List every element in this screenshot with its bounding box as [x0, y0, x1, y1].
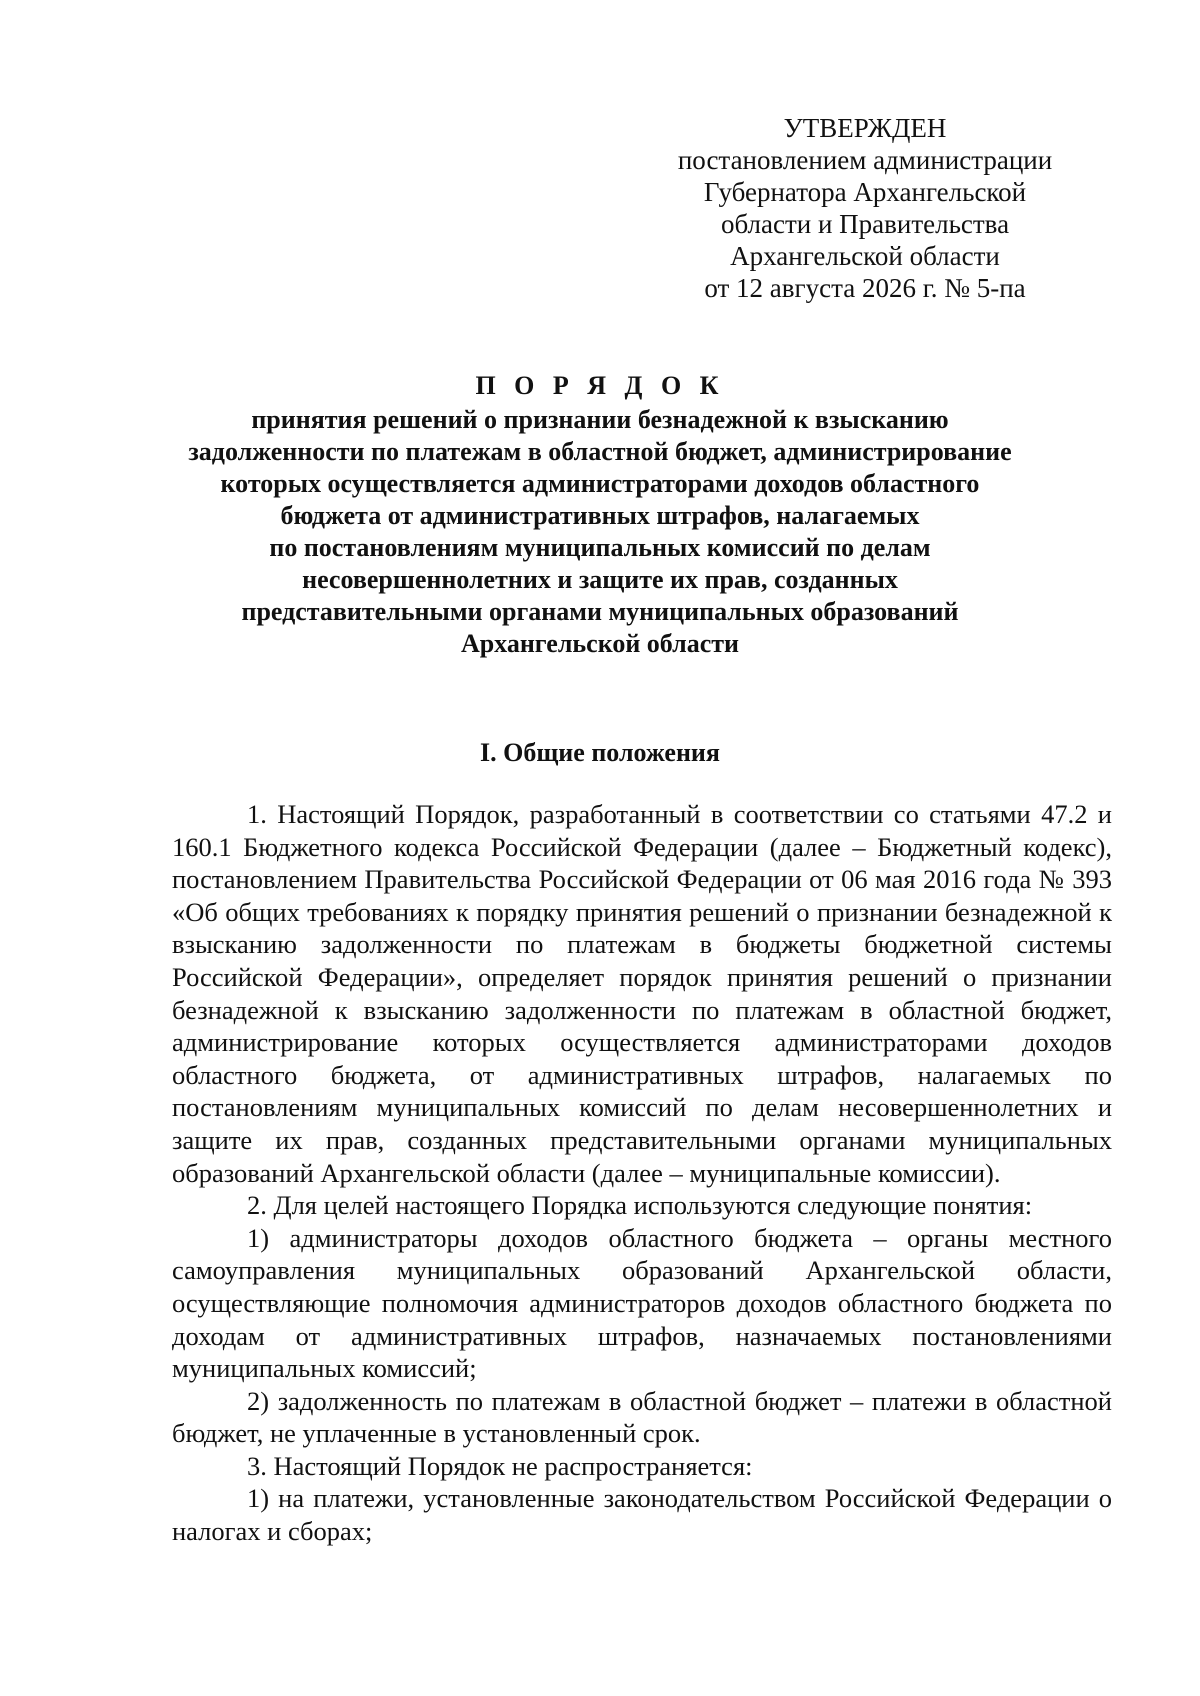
approval-line: постановлением администрации — [677, 145, 1053, 175]
title-line: Архангельской области — [460, 629, 740, 658]
paragraph: 1. Настоящий Порядок, разработанный в соответствии со статьями 47.2 и 160.1 Бюджетного кодекса Российской Федерации (далее – Бюджетный кодекс), постановлением Правительства Российской Федерации от 06 мая 2016 года № 393 «Об общих требованиях к порядку принятия решений о признании безнадежной к взысканию задолженности по платежам в бюджеты бюджетной системы Российской Федерации», определяет порядок принятия решений о признании безнадежной к взысканию задолженности по платежам в областной бюджет, администрирование которых осуществляется администраторами доходов областного бюджета, от административных штрафов, налагаемых по постановлениям муниципальных комиссий по делам несовершеннолетних и защите их прав, созданных представительными органами муниципальных образований Архангельской области (далее – муниципальные комиссии). — [172, 799, 1112, 1188]
title-line: по постановлениям муниципальных комиссий по делам — [269, 533, 931, 562]
title-word: П О Р Я Д О К — [475, 371, 725, 400]
title-line: которых осуществляется администраторами доходов областного — [220, 469, 980, 498]
paragraph: 1) администраторы доходов областного бюджета – органы местного самоуправления муниципальных образований Архангельской области, осуществляющие полномочия администраторов доходов областного бюджета по доходам от административных штрафов, назначаемых постановлениями муниципальных комиссий; — [172, 1222, 1112, 1384]
document-body — [172, 798, 1112, 1548]
approval-block — [640, 112, 1090, 304]
title-line: задолженности по платежам в областной бюджет, администрирование — [188, 437, 1012, 466]
title-line: несовершеннолетних и защите их прав, созданных — [302, 565, 898, 594]
approval-line: области и Правительства — [720, 209, 1010, 239]
approval-date-line: от 12 августа 2026 г. № 5-па — [704, 273, 1026, 303]
paragraph: 2. Для целей настоящего Порядка используются следующие понятия: — [247, 1190, 1033, 1221]
document-title — [150, 370, 1050, 660]
paragraph: 1) на платежи, установленные законодательством Российской Федерации о налогах и сборах; — [172, 1483, 1112, 1547]
approval-stamp: УТВЕРЖДЕН — [783, 113, 947, 143]
approval-line: Губернатора Архангельской — [703, 177, 1027, 207]
title-line: бюджета от административных штрафов, налагаемых — [280, 501, 920, 530]
title-line: представительными органами муниципальных образований — [241, 597, 959, 626]
title-line: принятия решений о признании безнадежной к взысканию — [251, 405, 949, 434]
approval-line: Архангельской области — [730, 241, 1000, 271]
section-heading: I. Общие положения — [480, 738, 720, 767]
paragraph: 2) задолженность по платежам в областной бюджет – платежи в областной бюджет, не уплаченные в установленный срок. — [172, 1385, 1112, 1449]
paragraph: 3. Настоящий Порядок не распространяется: — [247, 1450, 753, 1481]
